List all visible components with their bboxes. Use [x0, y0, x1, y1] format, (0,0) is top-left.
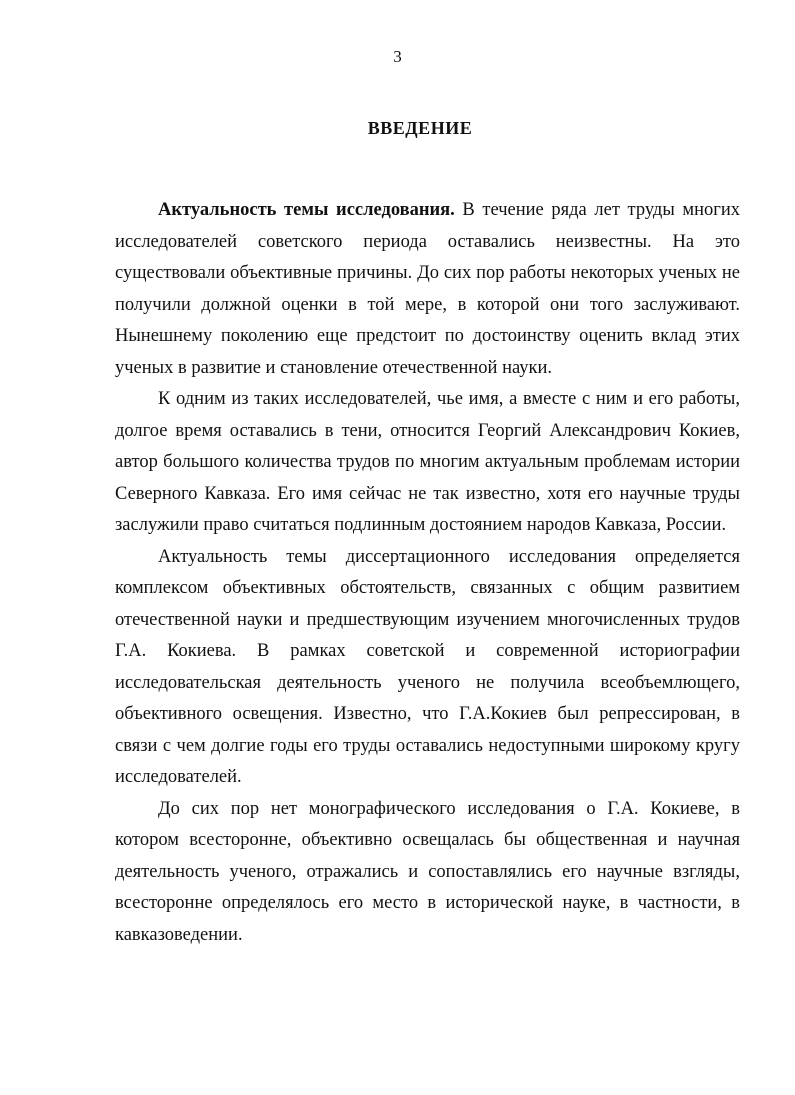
paragraph-relevance-factors: Актуальность темы диссертационного исследования определяется комплексом объективных обстоятельств, связанных с общим развитием отечественной науки и предшествующим изучением многочисленных трудов Г.А. Кокиева. В рамках советской и современной историографии исследовательская деятельность ученого не получила всеобъемлющего, объективного освещения. Известно, что Г.А.Кокиев был репрессирован, в связи с чем долгие годы его труды оставались недоступными широкому кругу исследователей.	[115, 546, 740, 787]
paragraph-text: В течение ряда лет труды многих исследователей советского периода оставались неизвестны. На это существовали объективные причины. До сих пор работы некоторых ученых не получили должной оценки в той мере, в которой они того заслуживают. Нынешнему поколению еще предстоит по достоинству оценить вклад этих ученых в развитие и становление отечественной науки.	[115, 200, 740, 378]
section-heading: ВВЕДЕНИЕ	[367, 118, 473, 138]
paragraph-no-monograph: До сих пор нет монографического исследования о Г.А. Кокиеве, в котором всесторонне, объективно освещалась бы общественная и научная деятельность ученого, отражались и сопоставлялись его научные взгляды, всесторонне определялось его место в исторической науке, в частности, в кавказоведении.	[115, 798, 740, 945]
body-text	[115, 195, 740, 951]
paragraph-relevance	[115, 195, 740, 384]
paragraph-kokiev-intro: К одним из таких исследователей, чье имя, а вместе с ним и его работы, долгое время оставались в тени, относится Георгий Александрович Кокиев, автор большого количества трудов по многим актуальным проблемам истории Северного Кавказа. Его имя сейчас не так известно, хотя его научные труды заслужили право считаться подлинным достоянием народов Кавказа, России.	[115, 389, 740, 535]
paragraph-lead: Актуальность темы исследования.	[158, 200, 455, 220]
page-number: 3	[393, 47, 402, 66]
